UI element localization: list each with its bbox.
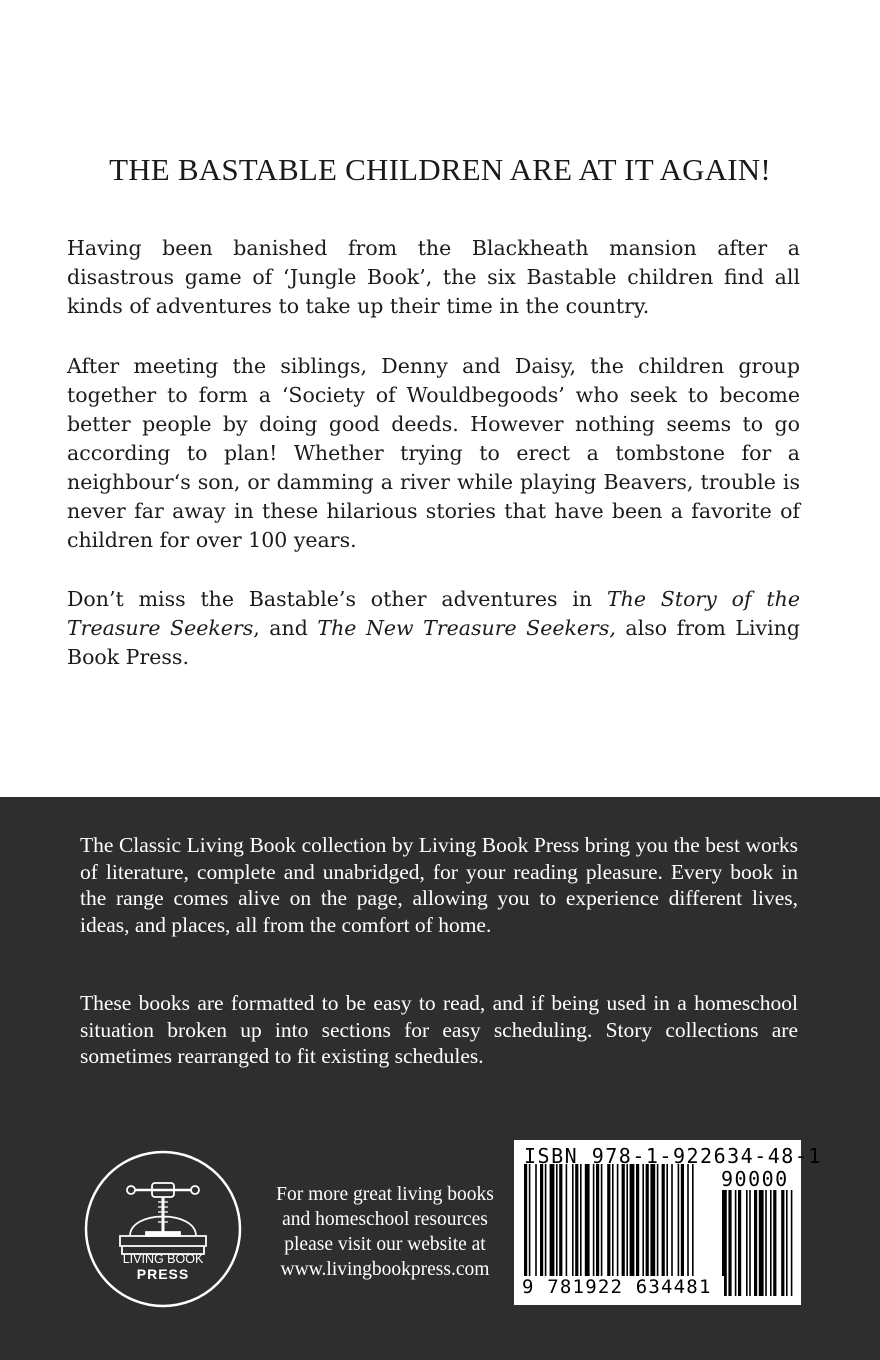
logo-line-1: LIVING BOOK — [122, 1252, 204, 1266]
blurb-paragraph-2: After meeting the siblings, Denny and Daisy, the children group together to form a ‘Society of Wouldbegoods’ who seek to become better people by doing good deeds. However nothing seems to go according to plan! Whether trying to erect a tombstone for a neighbour‘s son, or damming a river while playing Beavers, trouble is never far away in these hilarious stories that have been a favorite of children for over 100 years. — [67, 354, 800, 552]
logo-line-2: PRESS — [136, 1266, 190, 1282]
paragraph-lead: Don’t miss the Bastable’s other adventures in — [67, 587, 607, 611]
isbn-barcode — [514, 1140, 822, 1305]
headline: THE BASTABLE CHILDREN ARE AT IT AGAIN! — [109, 152, 771, 187]
website-info — [250, 1182, 520, 1282]
publisher-band — [0, 797, 880, 1360]
blurb-paragraph-3 — [67, 585, 800, 672]
book-title-new-treasure-seekers: The New Treasure Seekers, — [317, 616, 616, 640]
collection-paragraph-2: These books are formatted to be easy to read, and if being used in a homeschool situation broken up into sections for easy scheduling. Story collections are sometimes rearranged to fit existing schedules. — [80, 991, 798, 1068]
website-url: www.livingbookpress.com — [280, 1259, 490, 1280]
isbn-text: ISBN 978-1-922634-48-1 — [524, 1144, 822, 1168]
blurb-paragraph-1: Having been banished from the Blackheath mansion after a disastrous game of ‘Jungle Book’, the six Bastable children find all kinds of adventures to take up their time in the country. — [67, 236, 800, 318]
website-line-1: For more great living books — [276, 1184, 494, 1205]
ean-digits: 9 781922 634481 — [520, 1276, 724, 1298]
paragraph-tail: also from Living Book Press. — [67, 616, 800, 669]
paragraph-mid: , and — [253, 616, 318, 640]
price-code: 90000 — [721, 1167, 789, 1191]
publisher-logo — [84, 1150, 242, 1308]
website-line-2: and homeschool resources — [282, 1209, 488, 1230]
book-title-treasure-seekers: The Story of the Treasure Seekers — [67, 587, 800, 640]
website-line-3: please visit our website at — [284, 1234, 486, 1255]
collection-paragraph-1: The Classic Living Book collection by Living Book Press bring you the best works of literature, complete and unabridged, for your reading pleasure. Every book in the range comes alive on the page, allowing you to experience different lives, ideas, and places, all from the comfort of home. — [80, 833, 798, 937]
